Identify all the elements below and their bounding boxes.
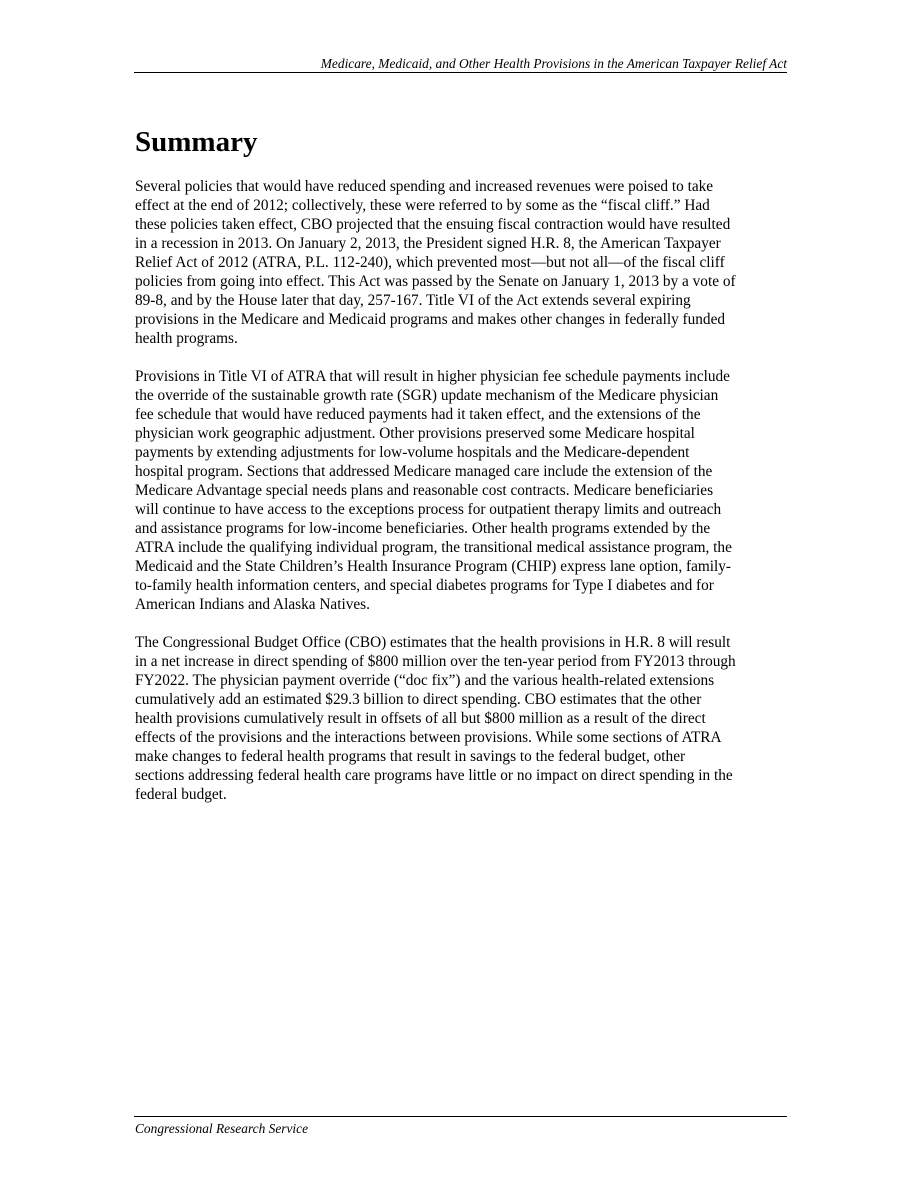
paragraph-1 [135,177,790,348]
paragraph-2 [135,367,790,614]
footer-divider [134,1116,787,1117]
text-line: Medicare Advantage special needs plans and reasonable cost contracts. Medicare beneficiaries [135,482,714,499]
text-line: cumulatively add an estimated $29.3 billion to direct spending. CBO estimates that the other [135,691,702,708]
text-line: and assistance programs for low-income beneficiaries. Other health programs extended by the [135,520,711,537]
paragraph-3 [135,633,790,804]
text-line: Provisions in Title VI of ATRA that will result in higher physician fee schedule payments include [135,368,730,385]
text-line: American Indians and Alaska Natives. [135,596,370,613]
text-line: ATRA include the qualifying individual program, the transitional medical assistance program, the [135,539,732,556]
text-line: Several policies that would have reduced spending and increased revenues were poised to take [135,178,714,195]
text-line: health programs. [135,330,238,347]
running-header: Medicare, Medicaid, and Other Health Provisions in the American Taxpayer Relief Act [320,56,787,71]
text-line: The Congressional Budget Office (CBO) estimates that the health provisions in H.R. 8 will result [135,634,731,651]
text-line: FY2022. The physician payment override (“doc fix”) and the various health-related extensions [135,672,715,689]
section-heading: Summary [135,126,258,158]
text-line: federal budget. [135,786,227,803]
text-line: health provisions cumulatively result in offsets of all but $800 million as a result of the direct [135,710,706,727]
text-line: will continue to have access to the exceptions process for outpatient therapy limits and outreach [135,501,722,518]
text-line: to-family health information centers, and special diabetes programs for Type I diabetes and for [135,577,714,594]
text-line: make changes to federal health programs that result in savings to the federal budget, other [135,748,686,765]
text-line: physician work geographic adjustment. Other provisions preserved some Medicare hospital [135,425,695,442]
text-line: in a net increase in direct spending of $800 million over the ten-year period from FY2013 through [135,653,736,670]
text-line: hospital program. Sections that addressed Medicare managed care include the extension of the [135,463,713,480]
summary-body [135,177,790,823]
text-line: payments by extending adjustments for low-volume hospitals and the Medicare-dependent [135,444,690,461]
footer-source: Congressional Research Service [135,1121,309,1136]
text-line: Medicaid and the State Children’s Health Insurance Program (CHIP) express lane option, family- [135,558,731,575]
text-line: policies from going into effect. This Act was passed by the Senate on January 1, 2013 by a vote of [135,273,736,290]
text-line: fee schedule that would have reduced payments had it taken effect, and the extensions of the [135,406,701,423]
text-line: sections addressing federal health care programs have little or no impact on direct spending in the [135,767,733,784]
text-line: effects of the provisions and the interactions between provisions. While some sections of ATRA [135,729,722,746]
text-line: Relief Act of 2012 (ATRA, P.L. 112-240), which prevented most—but not all—of the fiscal cliff [135,254,725,271]
text-line: the override of the sustainable growth rate (SGR) update mechanism of the Medicare physician [135,387,719,404]
text-line: provisions in the Medicare and Medicaid programs and makes other changes in federally funded [135,311,726,328]
text-line: 89-8, and by the House later that day, 257-167. Title VI of the Act extends several expiring [135,292,691,309]
text-line: effect at the end of 2012; collectively, these were referred to by some as the “fiscal cliff.” Had [135,197,710,214]
header-divider [134,72,787,73]
text-line: in a recession in 2013. On January 2, 2013, the President signed H.R. 8, the American Taxpayer [135,235,721,252]
text-line: these policies taken effect, CBO projected that the ensuing fiscal contraction would have resulted [135,216,731,233]
